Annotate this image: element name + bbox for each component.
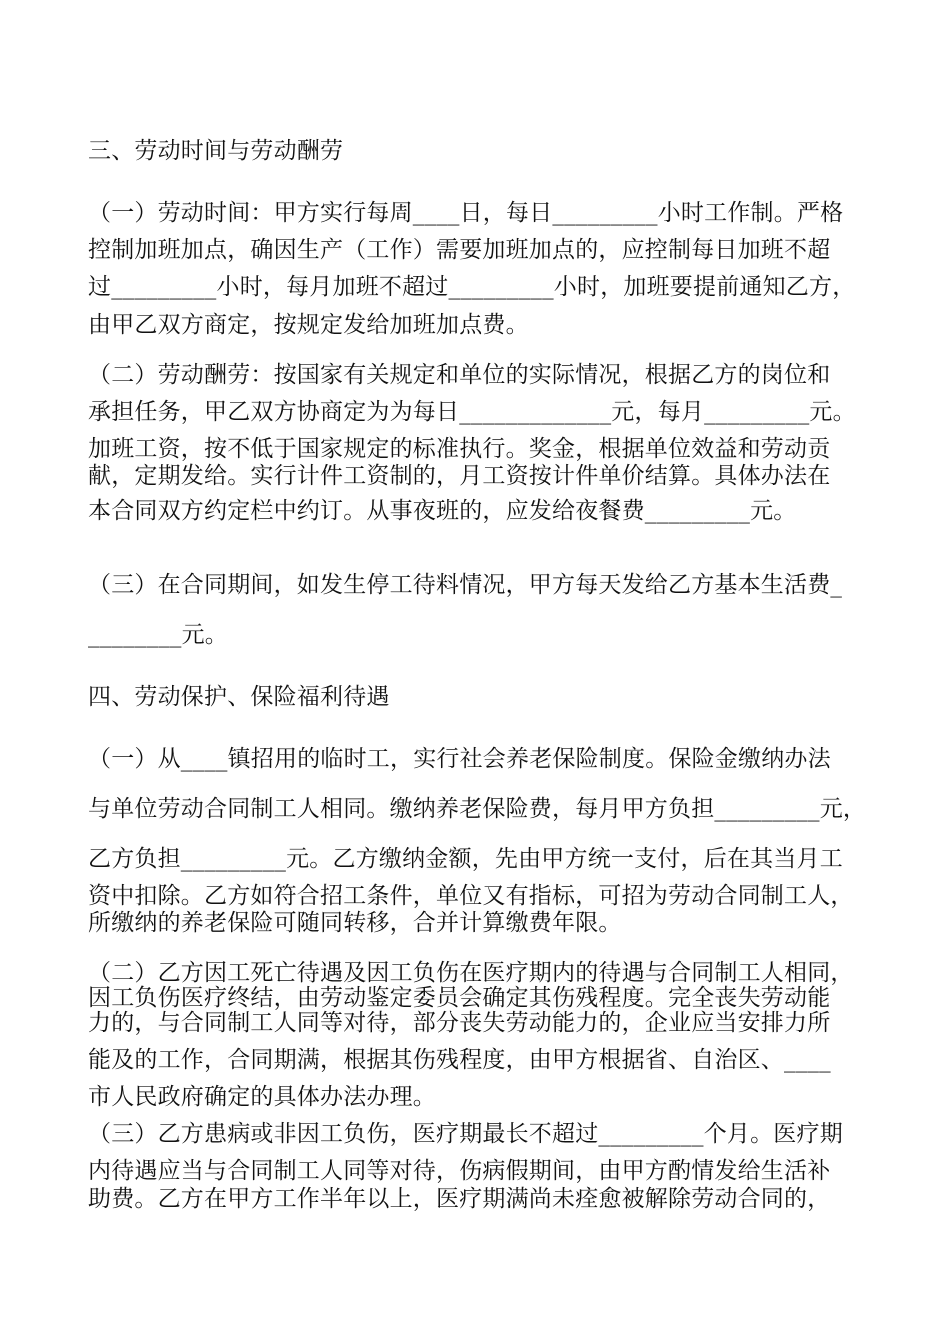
paragraph-line: （二）乙方因工死亡待遇及因工负伤在医疗期内的待遇与合同制工人相同， bbox=[88, 960, 854, 986]
section-heading: 三、劳动时间与劳动酬劳 bbox=[88, 138, 344, 164]
paragraph-line: 由甲乙双方商定，按规定发给加班加点费。 bbox=[88, 312, 529, 338]
paragraph-line: 力的，与合同制工人同等对待，部分丧失劳动能力的，企业应当安排力所 bbox=[88, 1010, 831, 1036]
paragraph-line: （三）在合同期间，如发生停工待料情况，甲方每天发给乙方基本生活费_ bbox=[88, 572, 843, 598]
paragraph-line: 助费。乙方在甲方工作半年以上，医疗期满尚未痊愈被解除劳动合同的， bbox=[88, 1186, 831, 1212]
paragraph-line: （一）劳动时间：甲方实行每周____日，每日_________小时工作制。严格 bbox=[88, 200, 844, 226]
paragraph-line: 内待遇应当与合同制工人同等对待，伤病假期间，由甲方酌情发给生活补 bbox=[88, 1158, 831, 1184]
paragraph-line: 乙方负担_________元。乙方缴纳金额，先由甲方统一支付，后在其当月工 bbox=[88, 846, 843, 872]
paragraph-line: 因工负伤医疗终结，由劳动鉴定委员会确定其伤残程度。完全丧失劳动能 bbox=[88, 985, 831, 1011]
paragraph-line: 所缴纳的养老保险可随同转移，合并计算缴费年限。 bbox=[88, 910, 622, 936]
paragraph-line: （三）乙方患病或非因工负伤，医疗期最长不超过_________个月。医疗期 bbox=[88, 1121, 843, 1147]
paragraph-line: 与单位劳动合同制工人相同。缴纳养老保险费，每月甲方负担_________元， bbox=[88, 796, 867, 822]
paragraph-line: 本合同双方约定栏中约订。从事夜班的，应发给夜餐费_________元。 bbox=[88, 498, 797, 524]
paragraph-line: 过_________小时，每月加班不超过_________小时，加班要提前通知乙方， bbox=[88, 274, 856, 300]
paragraph-line: 能及的工作，合同期满，根据其伤残程度，由甲方根据省、自治区、____ bbox=[88, 1047, 831, 1073]
paragraph-line: 资中扣除。乙方如符合招工条件，单位又有指标，可招为劳动合同制工人， bbox=[88, 883, 854, 909]
paragraph-line: （一）从____镇招用的临时工，实行社会养老保险制度。保险金缴纳办法 bbox=[88, 746, 831, 772]
section-heading: 四、劳动保护、保险福利待遇 bbox=[88, 684, 390, 710]
paragraph-line: 市人民政府确定的具体办法办理。 bbox=[88, 1084, 436, 1110]
paragraph-line: 控制加班加点，确因生产（工作）需要加班加点的，应控制每日加班不超 bbox=[88, 237, 831, 263]
paragraph-line: 承担任务，甲乙双方协商定为为每日_____________元，每月_________元。 bbox=[88, 399, 856, 425]
paragraph-line: 加班工资，按不低于国家规定的标准执行。奖金，根据单位效益和劳动贡 bbox=[88, 436, 831, 462]
paragraph-line: 献，定期发给。实行计件工资制的，月工资按计件单价结算。具体办法在 bbox=[88, 463, 831, 489]
paragraph-line: ________元。 bbox=[88, 622, 228, 648]
paragraph-line: （二）劳动酬劳：按国家有关规定和单位的实际情况，根据乙方的岗位和 bbox=[88, 362, 831, 388]
